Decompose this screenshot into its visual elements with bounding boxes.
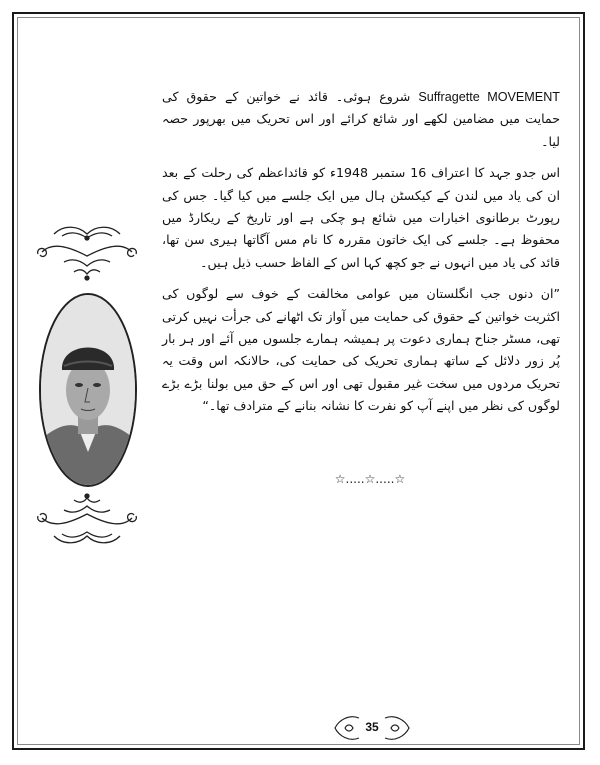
section-divider-stars: ☆.....☆.....☆ <box>334 472 406 486</box>
paragraph-3-quote: ”ان دنوں جب انگلستان میں عوامی مخالفت کے خوف سے لوگوں کی اکثریت خواتین کے حقوق کی حمایت میں آواز تک اٹھانے کی جرأت نہیں کرتی تھی، مسٹر جناح ہماری دعوت پر ہمیشہ ہمارے جلسوں میں آئے اور ہر بار پُر زور دلائل کے ساتھ ہماری تحریک کی حمایت کی، حالانکہ اس وقت یہ تحریک مردوں میں سخت غیر مقبول تھی اور اس کے حق میں بولنا بڑے بڑے لوگوں کی نظر میں اپنے آپ کو نفرت کا نشانہ بنانے کے مترادف تھا۔“ <box>162 286 560 414</box>
portrait-oval <box>38 292 138 488</box>
portrait-image <box>38 292 138 488</box>
page-number: 35 <box>365 720 379 734</box>
paragraph-2: اس جدو جہد کا اعتراف 16 ستمبر 1948ء کو قائداعظم کی رحلت کے بعد ان کی یاد میں لندن کے کیکسٹن ہال میں ایک جلسے میں کیا گیا۔ جس کی رپورٹ برطانوی اخبارات میں شائع ہو چکی ہے اور تاریخ کے ریکارڈ میں محفوظ ہے۔ جلسے کی ایک خاتون مقررہ کا نام مس آگاتھا ہیری سن تھا، قائد کی یاد میں انہوں نے جو کچھ کہا اس کے الفاظ حسب ذیل ہیں۔ <box>162 165 561 270</box>
top-flourish-ornament <box>34 222 140 286</box>
article-body <box>162 86 560 427</box>
page-number-badge <box>331 712 413 744</box>
paragraph-1 <box>162 86 560 153</box>
english-term: Suffragette MOVEMENT <box>418 90 560 104</box>
bottom-flourish-ornament <box>34 490 140 548</box>
paragraph-1-text: شروع ہوئی۔ قائد نے خواتین کے حقوق کی حمایت میں مضامین لکھے اور شائع کرائے اور اس تحریک میں بھرپور حصہ لیا۔ <box>162 89 560 149</box>
